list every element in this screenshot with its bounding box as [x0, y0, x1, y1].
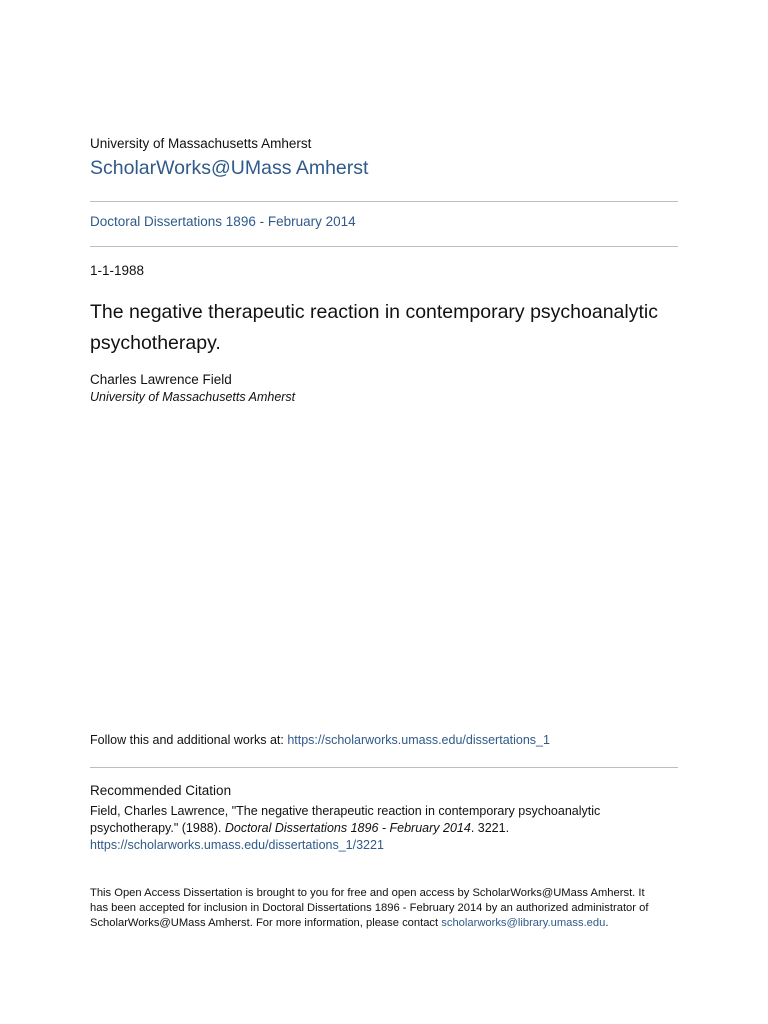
- collection-link[interactable]: Doctoral Dissertations 1896 - February 2014: [90, 214, 356, 229]
- title-line-2: psychotherapy.: [90, 332, 221, 354]
- contact-email-link[interactable]: scholarworks@library.umass.edu: [441, 917, 606, 929]
- citation-line-2-prefix: psychotherapy." (1988).: [90, 821, 225, 835]
- divider-bottom: [90, 767, 678, 768]
- title-line-1: The negative therapeutic reaction in contemporary psychoanalytic: [90, 301, 658, 323]
- notice-line-2: has been accepted for inclusion in Doctoral Dissertations 1896 - February 2014 by an authorized administrator of: [90, 902, 649, 914]
- author-affiliation: University of Massachusetts Amherst: [90, 390, 296, 404]
- notice-line-3-prefix: ScholarWorks@UMass Amherst. For more information, please contact: [90, 917, 442, 929]
- follow-prefix: Follow this and additional works at:: [90, 733, 288, 747]
- repository-link[interactable]: ScholarWorks@UMass Amherst: [90, 157, 369, 179]
- notice-line-1: This Open Access Dissertation is brought to you for free and open access by ScholarWorks@UMass Amherst. It: [90, 887, 645, 899]
- document-title: [90, 297, 690, 359]
- divider-top: [90, 201, 678, 202]
- citation-line-1: Field, Charles Lawrence, "The negative therapeutic reaction in contemporary psychoanalytic: [90, 804, 601, 818]
- publication-date: 1-1-1988: [90, 263, 145, 278]
- citation-text: [90, 803, 678, 854]
- citation-heading: Recommended Citation: [90, 783, 232, 798]
- institution-name: University of Massachusetts Amherst: [90, 136, 312, 151]
- citation-number: . 3221.: [470, 821, 510, 835]
- citation-link[interactable]: https://scholarworks.umass.edu/dissertations_1/3221: [90, 838, 384, 852]
- author-name: Charles Lawrence Field: [90, 372, 232, 387]
- divider-middle: [90, 246, 678, 247]
- open-access-notice: [90, 886, 678, 931]
- follow-line: [90, 733, 550, 747]
- follow-link[interactable]: https://scholarworks.umass.edu/dissertations_1: [287, 733, 550, 747]
- notice-suffix: .: [605, 917, 609, 929]
- citation-series: Doctoral Dissertations 1896 - February 2014: [224, 821, 471, 835]
- cover-page: [90, 0, 678, 1024]
